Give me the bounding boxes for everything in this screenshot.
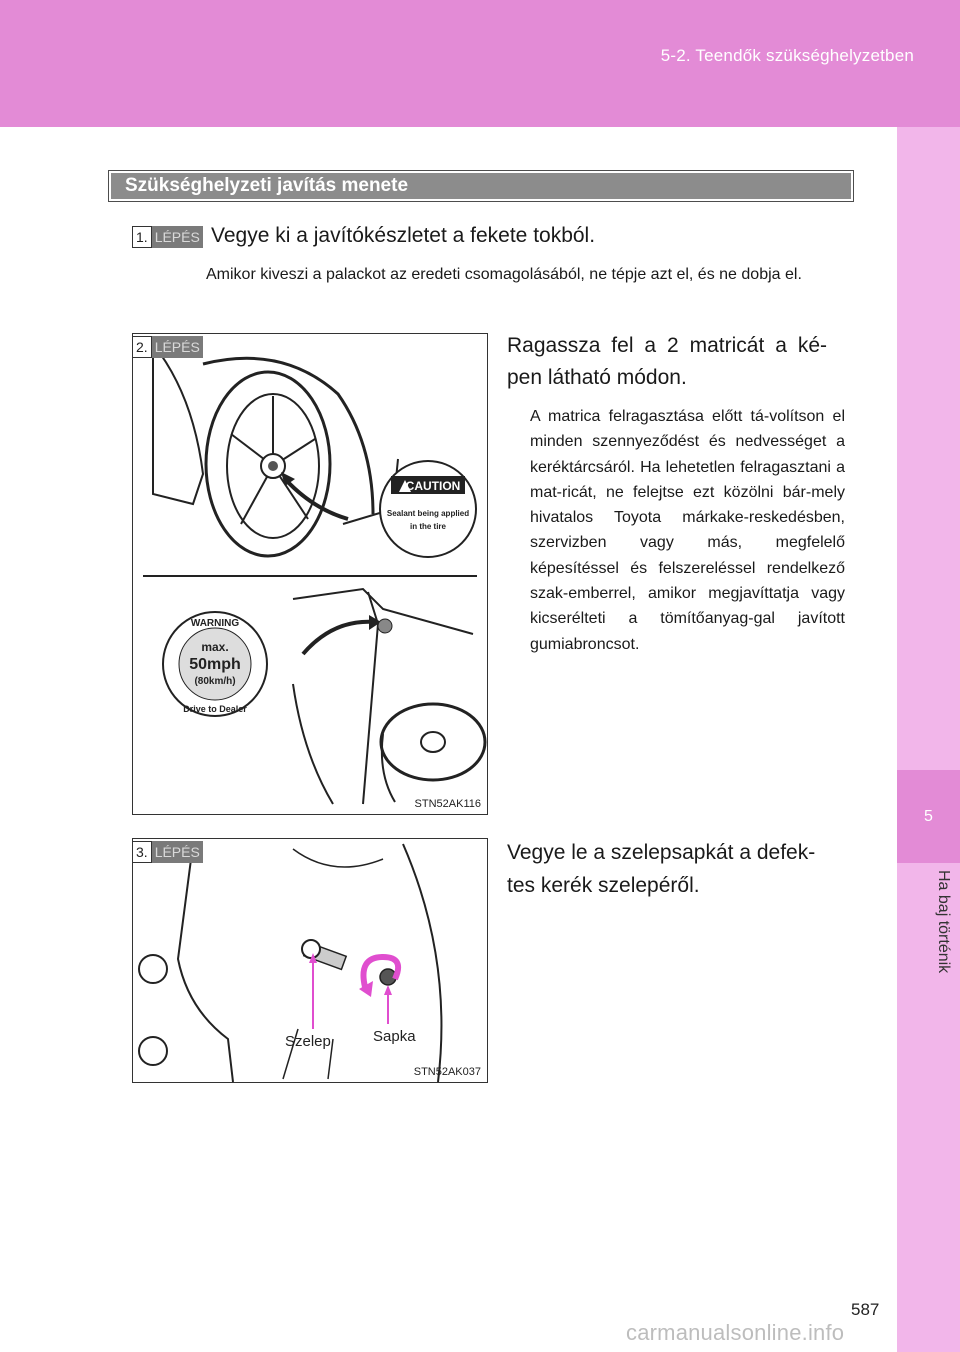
step-2-note: A matrica felragasztása előtt tá-volítson el minden szennyeződést és nedvességet a keréktárcsáról. Ha lehetetlen felragasztani a mat-ricát, ne felejtse ezt közölni bár-mely hivatalos Toyota márkake-reskedésben, szervizben vagy más, megfelelő képesítéssel és felszereléssel rendelkező szak-emberrel, amikor megjavíttatja vagy kicserélteti a tömítőanyag-gal javított gumiabroncsot. xyxy=(530,408,845,653)
watermark: carmanualsonline.info xyxy=(626,1320,845,1345)
step-word: LÉPÉS xyxy=(152,226,203,248)
step-number: 3. xyxy=(132,841,152,863)
figure-code: STN52AK037 xyxy=(413,1066,481,1078)
warning-kmh: (80km/h) xyxy=(194,676,236,687)
warning-speed: 50mph xyxy=(189,656,241,673)
warning-bottom: Drive to Dealer xyxy=(183,704,247,714)
step-number: 1. xyxy=(132,226,152,248)
step-3-instruction: Vegye le a szelepsapkát a defek-tes kerék szelepéről. xyxy=(507,841,816,897)
side-tab-label: Ha baj történik xyxy=(935,870,952,974)
figure-valve-cap xyxy=(132,838,488,1083)
warning-max: max. xyxy=(201,640,229,654)
page-header xyxy=(0,0,960,127)
side-tab-number: 5 xyxy=(897,770,960,863)
section-title: Szükséghelyzeti javítás menete xyxy=(125,175,409,196)
side-tab xyxy=(897,127,960,1352)
step-word: LÉPÉS xyxy=(152,841,203,863)
section-heading xyxy=(108,170,854,202)
step-2-instruction: Ragassza fel a 2 matricát a ké-pen látható módon. xyxy=(507,334,827,389)
caution-title: CAUTION xyxy=(405,479,461,493)
step-word: LÉPÉS xyxy=(152,336,203,358)
sticker-illustration xyxy=(133,334,487,814)
step-3-badge xyxy=(132,841,203,863)
caution-line2: in the tire xyxy=(409,522,447,531)
page-number: 587 xyxy=(851,1300,880,1319)
step-1-instruction: Vegye ki a javítókészletet a fekete tokból. xyxy=(211,224,596,247)
step-1-note: Amikor kiveszi a palackot az eredeti csomagolásából, ne tépje azt el, és ne dobja el. xyxy=(206,266,802,283)
step-number: 2. xyxy=(132,336,152,358)
caution-line1: Sealant being applied xyxy=(386,509,470,518)
figure-sticker-placement xyxy=(132,333,488,815)
step-2-badge xyxy=(132,336,203,358)
figure-code: STN52AK116 xyxy=(414,798,481,810)
label-valve: Szelep xyxy=(285,1033,331,1050)
warning-title: WARNING xyxy=(190,618,240,629)
step-1-badge xyxy=(132,226,203,248)
header-title: 5-2. Teendők szükséghelyzetben xyxy=(660,46,914,65)
label-cap: Sapka xyxy=(373,1028,416,1045)
